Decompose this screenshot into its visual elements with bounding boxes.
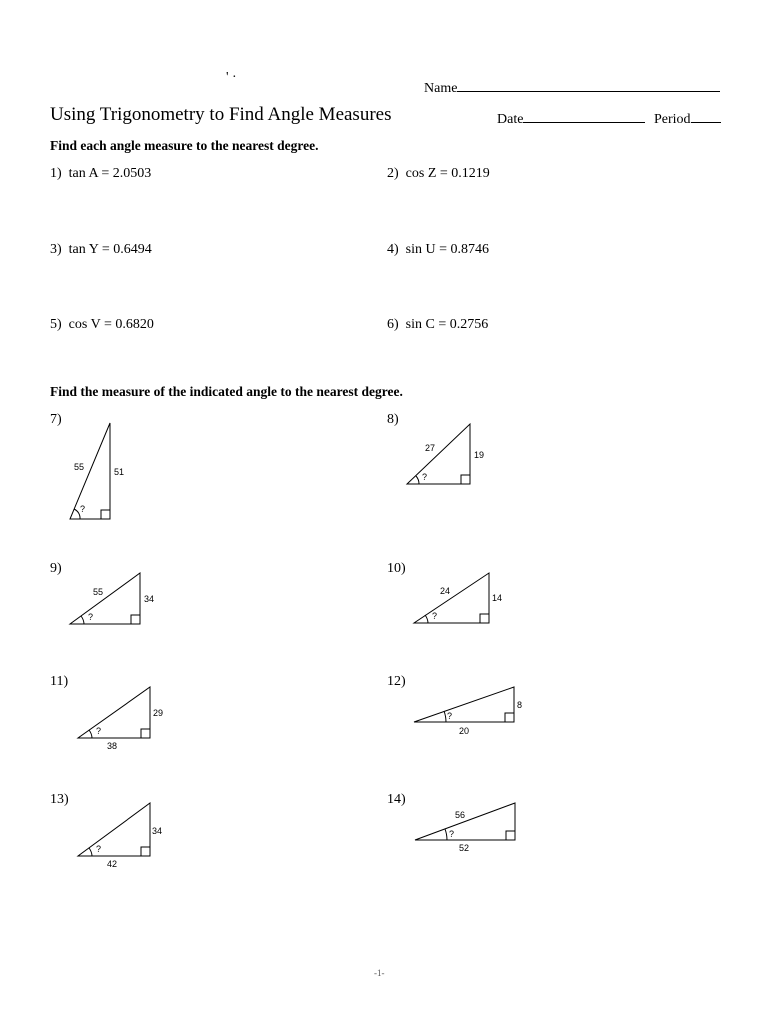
- problem-4: 4) sin U = 0.8746: [387, 242, 490, 257]
- problem-5: 5) cos V = 0.6820: [50, 317, 154, 332]
- triangle-7-angle: ?: [80, 504, 86, 514]
- stray-mark: ' ·: [226, 70, 237, 85]
- triangle-9-angle: ?: [88, 612, 94, 622]
- triangle-7-hyp: 55: [74, 462, 85, 472]
- name-label: Name: [424, 81, 458, 96]
- problem-1: 1) tan A = 2.0503: [50, 166, 152, 181]
- triangle-8-opp: 19: [474, 450, 485, 460]
- problem-14-number: 14): [387, 792, 406, 807]
- section2-instruction: Find the measure of the indicated angle to the nearest degree.: [50, 384, 403, 399]
- triangle-14-hyp: 56: [455, 810, 466, 820]
- page-number: -1-: [374, 968, 385, 978]
- problem-13-number: 13): [50, 792, 69, 807]
- triangle-10-hyp: 24: [440, 586, 451, 596]
- problem-9-number: 9): [50, 561, 62, 576]
- problem-3: 3) tan Y = 0.6494: [50, 242, 152, 257]
- triangle-11-angle: ?: [96, 726, 102, 736]
- triangle-7-opp: 51: [114, 467, 125, 477]
- triangle-8-angle: ?: [422, 472, 428, 482]
- triangle-13-adj: 42: [107, 859, 118, 869]
- triangle-12-adj: 20: [459, 726, 470, 736]
- period-label: Period: [654, 112, 691, 127]
- triangle-11-adj: 38: [107, 741, 118, 751]
- problem-8-number: 8): [387, 412, 399, 427]
- problem-12-number: 12): [387, 674, 406, 689]
- section1-instruction: Find each angle measure to the nearest degree.: [50, 138, 319, 153]
- triangle-13-angle: ?: [96, 844, 102, 854]
- triangle-13-opp: 34: [152, 826, 163, 836]
- problem-7-number: 7): [50, 412, 62, 427]
- triangle-9-hyp: 55: [93, 587, 104, 597]
- triangle-12-opp: 8: [517, 700, 523, 710]
- triangle-12-angle: ?: [447, 711, 453, 721]
- problem-2: 2) cos Z = 0.1219: [387, 166, 490, 181]
- problem-11-number: 11): [50, 674, 69, 689]
- problem-10-number: 10): [387, 561, 406, 576]
- triangle-9-opp: 34: [144, 594, 155, 604]
- page-title: Using Trigonometry to Find Angle Measures: [50, 104, 392, 125]
- problem-6: 6) sin C = 0.2756: [387, 317, 489, 332]
- triangle-10-angle: ?: [432, 611, 438, 621]
- triangle-10-opp: 14: [492, 593, 503, 603]
- triangle-14-adj: 52: [459, 843, 470, 853]
- triangle-14-angle: ?: [449, 829, 455, 839]
- triangle-8-hyp: 27: [425, 443, 436, 453]
- date-label: Date: [497, 112, 524, 127]
- triangle-11-opp: 29: [153, 708, 164, 718]
